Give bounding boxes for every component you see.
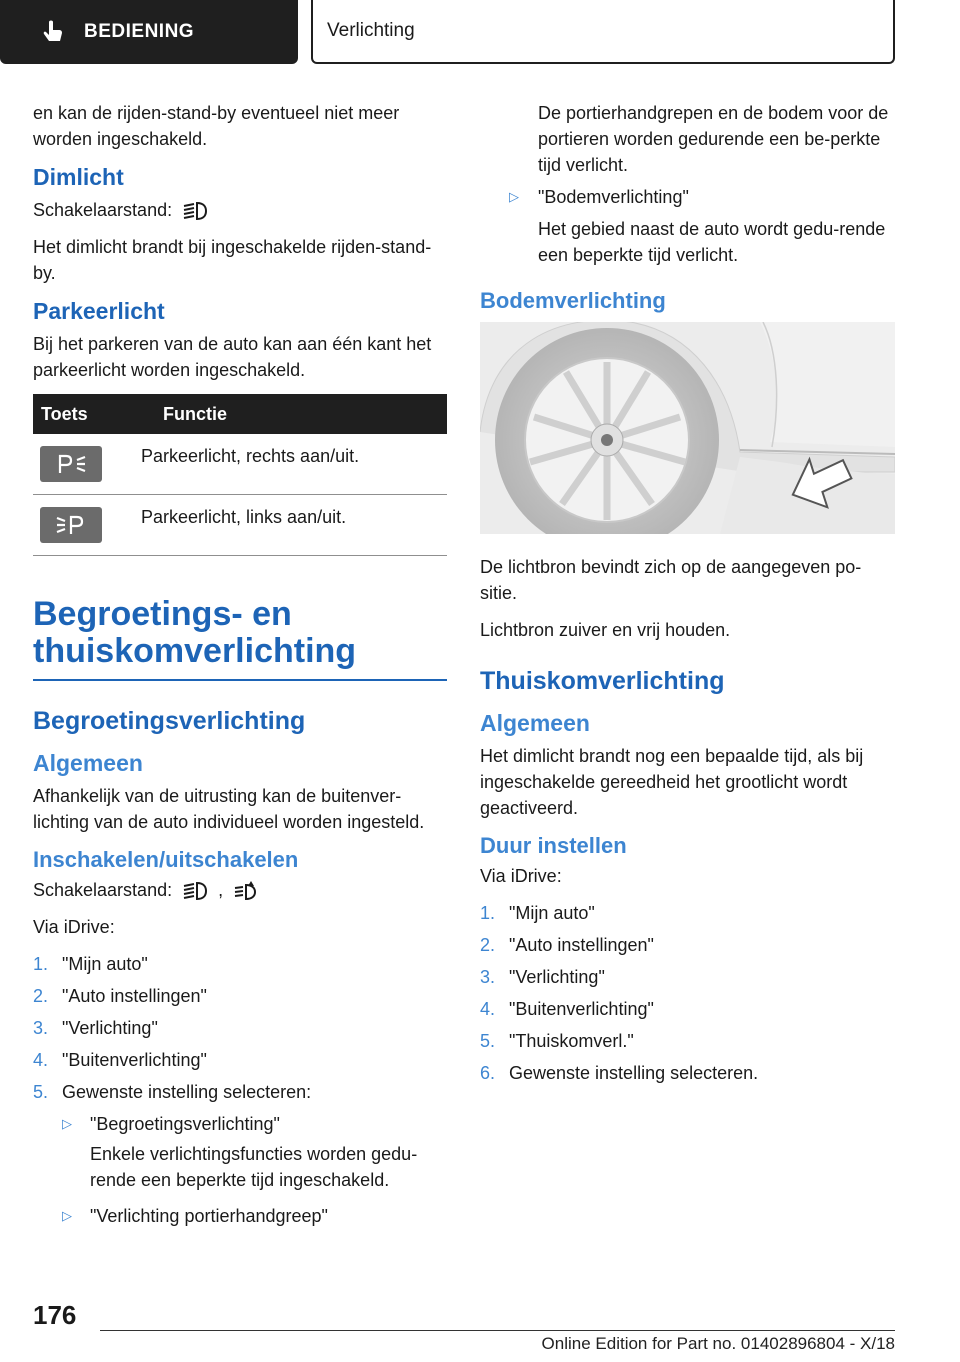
auto-light-icon <box>231 880 261 902</box>
list-item: 5. "Thuiskomverl." <box>480 1031 634 1051</box>
dimlicht-heading: Dimlicht <box>33 164 124 190</box>
sub-list-item: ▷ "Bodemverlichting" <box>480 184 895 210</box>
parking-light-left-icon <box>53 513 89 537</box>
left-column <box>33 100 447 1233</box>
low-beam-icon <box>180 880 210 902</box>
triangle-bullet-icon: ▷ <box>509 189 519 204</box>
section-tab-label: BEDIENING <box>84 21 195 42</box>
list-item: 2. "Auto instellingen" <box>33 986 207 1006</box>
table-row <box>33 434 447 495</box>
parking-light-left-button[interactable] <box>40 507 102 543</box>
chapter-tab[interactable] <box>311 0 895 64</box>
list-item: 1. "Mijn auto" <box>480 903 595 923</box>
footer-rule <box>100 1330 895 1331</box>
triangle-bullet-icon: ▷ <box>62 1208 72 1223</box>
list-item: 4. "Buitenverlichting" <box>33 1050 207 1070</box>
hand-pointer-icon <box>40 19 66 45</box>
duur-heading: Duur instellen <box>480 833 627 858</box>
table-cell-function: Parkeerlicht, rechts aan/uit. <box>141 434 447 495</box>
via-idrive-text: Via iDrive: <box>480 866 562 886</box>
right-column <box>480 100 895 1092</box>
algemeen-heading: Algemeen <box>33 750 143 776</box>
bodemverlichting-heading: Bodemverlichting <box>480 288 666 313</box>
page-number: 176 <box>33 1300 77 1330</box>
triangle-bullet-icon: ▷ <box>62 1116 72 1131</box>
begroeting-heading: Begroetingsverlichting <box>33 707 306 735</box>
chapter-tab-label: Verlichting <box>327 20 415 41</box>
list-item: 1. "Mijn auto" <box>33 954 148 974</box>
list-item: 4. "Buitenverlichting" <box>480 999 654 1019</box>
low-beam-icon <box>180 200 210 222</box>
parking-light-right-button[interactable] <box>40 446 102 482</box>
intro-text: en kan de rijden-stand-by eventueel niet meer worden ingeschakeld. <box>33 103 400 149</box>
sub-list-item: ▷ "Begroetingsverlichting" <box>62 1111 447 1137</box>
sub-item-text: Enkele verlichtingsfuncties worden gedu-rende een beperkte tijd ingeschakeld. <box>90 1144 418 1190</box>
table-row <box>33 495 447 556</box>
bodem-text-1: De lichtbron bevindt zich op de aangegeven po-sitie. <box>480 557 862 603</box>
switch-label: Schakelaarstand: <box>33 880 173 900</box>
sub-list-item: ▷ "Verlichting portierhandgreep" <box>62 1203 447 1229</box>
switch-separator: , <box>218 880 224 900</box>
left-steps-list <box>33 951 447 1105</box>
bodem-text-2: Lichtbron zuiver en vrij houden. <box>480 620 731 640</box>
list-item: 3. "Verlichting" <box>33 1018 158 1038</box>
switch-label: Schakelaarstand: <box>33 200 173 220</box>
dimlicht-switch-line <box>33 197 447 223</box>
list-item: 2. "Auto instellingen" <box>480 935 654 955</box>
table-header-toets: Toets <box>33 394 141 434</box>
inschakelen-switch-line <box>33 877 447 903</box>
via-idrive-text: Via iDrive: <box>33 917 115 937</box>
algemeen-text: Afhankelijk van de uitrusting kan de buitenver-lichting van de auto individueel worden ingesteld. <box>33 786 425 832</box>
thuiskom-heading: Thuiskomverlichting <box>480 667 725 695</box>
list-item: 5. Gewenste instelling selecteren: <box>33 1082 312 1102</box>
thuiskom-algemeen-text: Het dimlicht brandt nog een bepaalde tijd, als bij ingeschakelde gereedheid het grootlicht wordt geactiveerd. <box>480 746 864 818</box>
main-heading: Begroetings- en thuiskomverlichting <box>33 596 447 681</box>
ground-light-photo <box>480 322 895 534</box>
sub-item-text: Het gebied naast de auto wordt gedu-rende een beperkte tijd verlicht. <box>538 219 886 265</box>
sub-item-text: De portierhandgrepen en de bodem voor de portieren worden gedurende een be-perkte tijd verlicht. <box>538 103 889 175</box>
parkeerlicht-text: Bij het parkeren van de auto kan aan één kant het parkeerlicht worden ingeschakeld. <box>33 334 432 380</box>
list-item: 3. "Verlichting" <box>480 967 605 987</box>
thuiskom-algemeen-heading: Algemeen <box>480 710 590 736</box>
parkeerlicht-heading: Parkeerlicht <box>33 298 165 324</box>
list-item: 6. Gewenste instelling selecteren. <box>480 1063 759 1083</box>
section-tab[interactable] <box>0 0 298 64</box>
table-header-row <box>33 394 447 434</box>
parking-light-table <box>33 394 447 556</box>
footer-edition: Online Edition for Part no. 01402896804 - X/18 <box>541 1334 895 1353</box>
table-header-functie: Functie <box>141 394 447 434</box>
parking-light-right-icon <box>53 452 89 476</box>
table-cell-function: Parkeerlicht, links aan/uit. <box>141 495 447 556</box>
right-steps-list <box>480 900 895 1086</box>
inschakelen-heading: Inschakelen/uitschakelen <box>33 847 299 872</box>
dimlicht-text: Het dimlicht brandt bij ingeschakelde rijden-stand-by. <box>33 237 432 283</box>
